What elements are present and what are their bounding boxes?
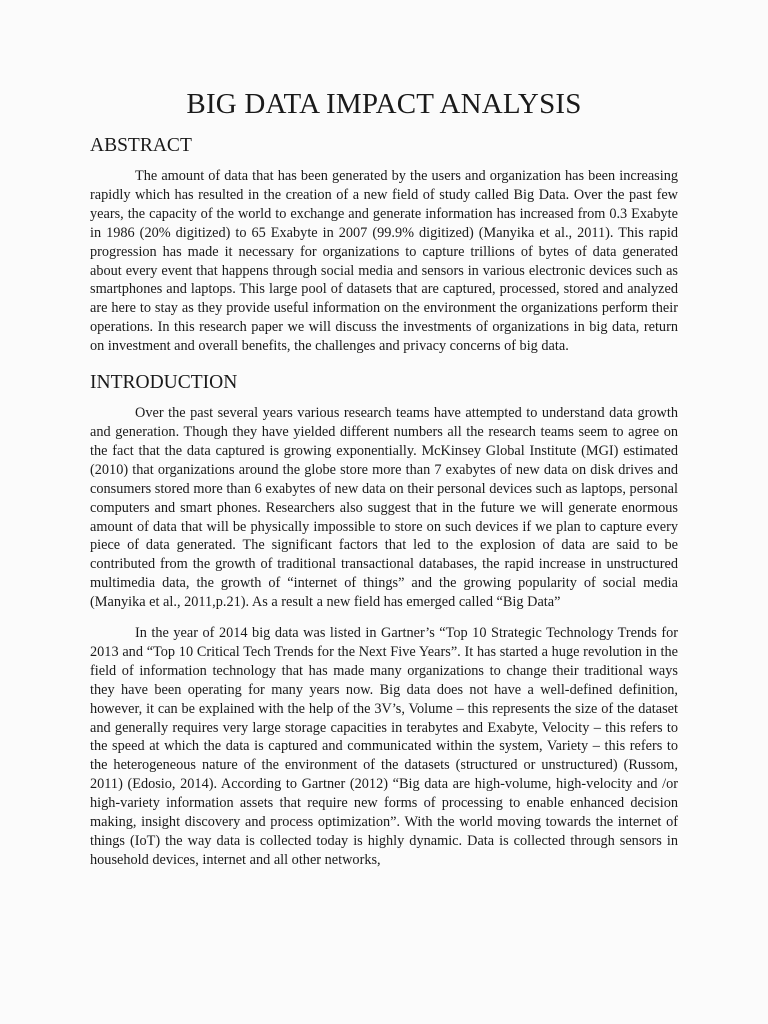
- introduction-paragraph-2: In the year of 2014 big data was listed in Gartner’s “Top 10 Strategic Technology Trends for 2013 and “Top 10 Critical Tech Trends for the Next Five Years”. It has started a huge revolution in the field of information technology that has made many organizations to change their traditional ways they have been operating for many years now. Big data does not have a well-defined definition, however, it can be explained with the help of the 3V’s, Volume – this represents the size of the dataset and generally requires very large storage capacities in terabytes and Exabyte, Velocity – this refers to the speed at which the data is captured and communicated within the system, Variety – this refers to the heterogeneous nature of the environment of the datasets (structured or unstructured) (Russom, 2011) (Edosio, 2014). According to Gartner (2012) “Big data are high-volume, high-velocity and /or high-variety information assets that require new forms of processing to enable enhanced decision making, insight discovery and process optimization”. With the world moving towards the internet of things (IoT) the way data is collected today is highly dynamic. Data is collected through sensors in household devices, internet and all other networks,: [90, 625, 678, 868]
- introduction-paragraph-1: Over the past several years various research teams have attempted to understand data growth and generation. Though they have yielded different numbers all the research teams seem to agree on the fact that the data captured is growing exponentially. McKinsey Global Institute (MGI) estimated (2010) that organizations around the globe store more than 7 exabytes of new data on disk drives and consumers stored more than 6 exabytes of new data on their personal devices such as laptops, personal computers and smart phones. Researchers also suggest that in the future we will generate enormous amount of data that will be physically impossible to store on such devices if we plan to capture every piece of data generated. The significant factors that led to the explosion of data are said to be contributed from the growth of traditional transactional databases, the rapid increase in unstructured multimedia data, the growth of “internet of things” and the growing popularity of social media (Manyika et al., 2011,p.21). As a result a new field has emerged called “Big Data”: [90, 405, 678, 611]
- section-heading-introduction: INTRODUCTION: [90, 372, 238, 394]
- abstract-paragraph: The amount of data that has been generated by the users and organization has been increasing rapidly which has resulted in the creation of a new field of study called Big Data. Over the past few years, the capacity of the world to exchange and generate information has increased from 0.3 Exabyte in 1986 (20% digitized) to 65 Exabyte in 2007 (99.9% digitized) (Manyika et al., 2011). This rapid progression has made it necessary for organizations to capture trillions of bytes of data generated about every event that happens through social media and sensors in various electronic devices such as smartphones and laptops. This large pool of datasets that are captured, processed, stored and analyzed are here to stay as they provide useful information on the environment the organizations perform their operations. In this research paper we will discuss the investments of organizations in big data, return on investment and overall benefits, the challenges and privacy concerns of big data.: [90, 168, 678, 355]
- section-heading-abstract: ABSTRACT: [90, 135, 192, 156]
- document-title: BIG DATA IMPACT ANALYSIS: [186, 88, 582, 120]
